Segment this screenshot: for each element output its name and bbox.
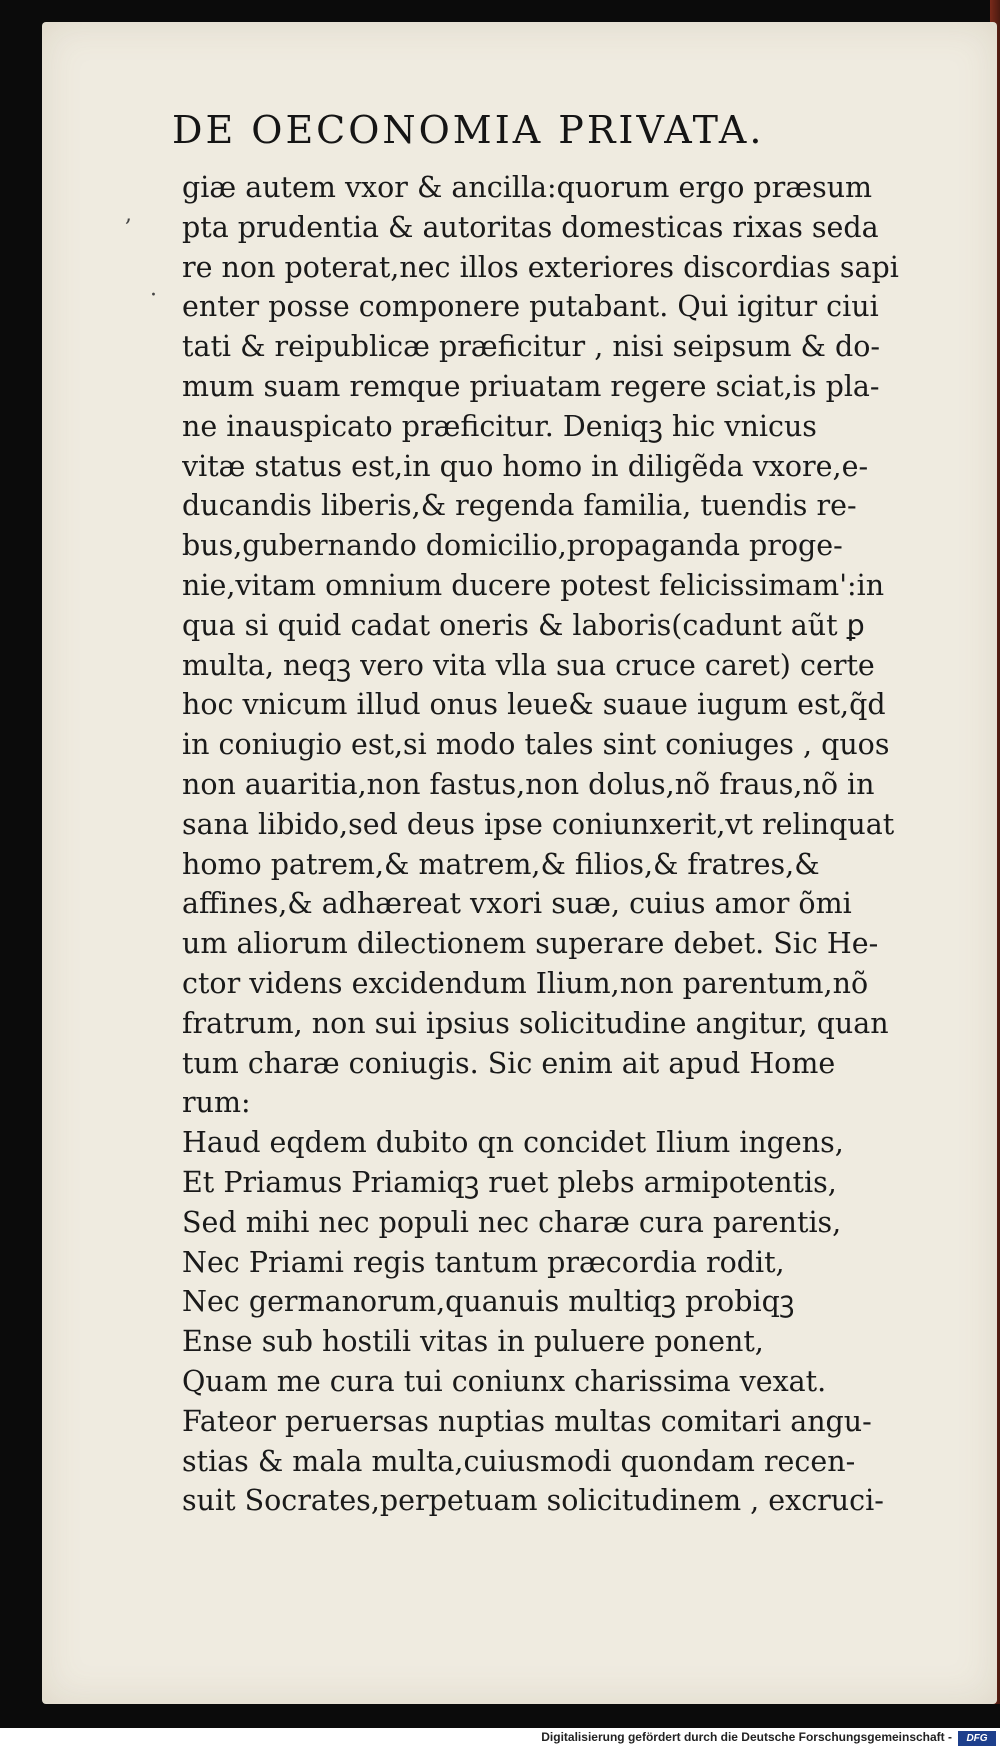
text-line: mum suam remque priuatam regere sciat,is pla- [182,369,880,403]
text-line: nie,vitam omnium ducere potest felicissimam':in [182,568,885,602]
text-line: Fateor peruersas nuptias multas comitari angu- [182,1404,872,1438]
text-block [182,168,942,1521]
text-line: rum: [182,1086,251,1120]
margin-mark: , [125,202,132,227]
text-line: hoc vnicum illud onus leue& suaue iugum est,q̃d [182,688,886,722]
running-head: DE OECONOMIA PRIVATA. [172,108,765,152]
text-line: tati & reipublicæ præficitur , nisi seipsum & do- [182,330,880,364]
text-line: in coniugio est,si modo tales sint coniuges , quos [182,728,890,762]
footer-bar [0,1728,1000,1750]
digitization-credit: Digitalisierung gefördert durch die Deutsche Forschungsgemeinschaft - [541,1730,952,1744]
text-line: Haud eqdem dubito qn concidet Ilium ingens, [182,1126,844,1160]
text-line: affines,& adhæreat vxori suæ, cuius amor õmi [182,887,852,921]
text-line: Nec germanorum,quanuis multiqꝫ probiqꝫ [182,1285,795,1319]
text-line: fratrum, non sui ipsius solicitudine angitur, quan [182,1006,889,1040]
text-line: ctor videns excidendum Ilium,non parentum,nõ [182,966,869,1000]
text-line: multa, neqꝫ vero vita vlla sua cruce caret) certe [182,648,875,682]
text-line: pta prudentia & autoritas domesticas rixas seda [182,210,879,244]
text-line: um aliorum dilectionem superare debet. Sic He- [182,927,879,961]
text-line: stias & mala multa,cuiusmodi quondam recen- [182,1444,856,1478]
text-line: Ense sub hostili vitas in puluere ponent, [182,1325,764,1359]
text-line: ne inauspicato præficitur. Deniqꝫ hic vnicus [182,409,817,443]
dfg-logo: DFG [958,1731,996,1746]
text-line: Sed mihi nec populi nec charæ cura parentis, [182,1205,842,1239]
text-line: Quam me cura tui coniunx charissima vexat. [182,1364,827,1398]
text-line: sana libido,sed deus ipse coniunxerit,vt relinquat [182,807,895,841]
text-line: suit Socrates,perpetuam solicitudinem , excruci- [182,1484,884,1518]
text-line: non auaritia,non fastus,non dolus,nõ fraus,nõ in [182,767,875,801]
text-line: vitæ status est,in quo homo in diligẽda vxore,e- [182,449,869,483]
text-line: homo patrem,& matrem,& filios,& fratres,& [182,847,820,881]
text-line: Et Priamus Priamiqꝫ ruet plebs armipotentis, [182,1165,837,1199]
text-line: enter posse componere putabant. Qui igitur ciui [182,290,879,324]
margin-mark: · [150,283,157,308]
text-line: bus,gubernando domicilio,propaganda proge- [182,529,843,563]
text-line: giæ autem vxor & ancilla:quorum ergo præsum [182,171,873,204]
text-line: Nec Priami regis tantum præcordia rodit, [182,1245,785,1279]
text-line: ducandis liberis,& regenda familia, tuendis re- [182,489,857,523]
text-line: tum charæ coniugis. Sic enim ait apud Home [182,1046,836,1080]
text-line: qua si quid cadat oneris & laboris(cadunt aũt ꝑ [182,608,865,642]
text-line: re non poterat,nec illos exteriores discordias sapi [182,250,899,284]
